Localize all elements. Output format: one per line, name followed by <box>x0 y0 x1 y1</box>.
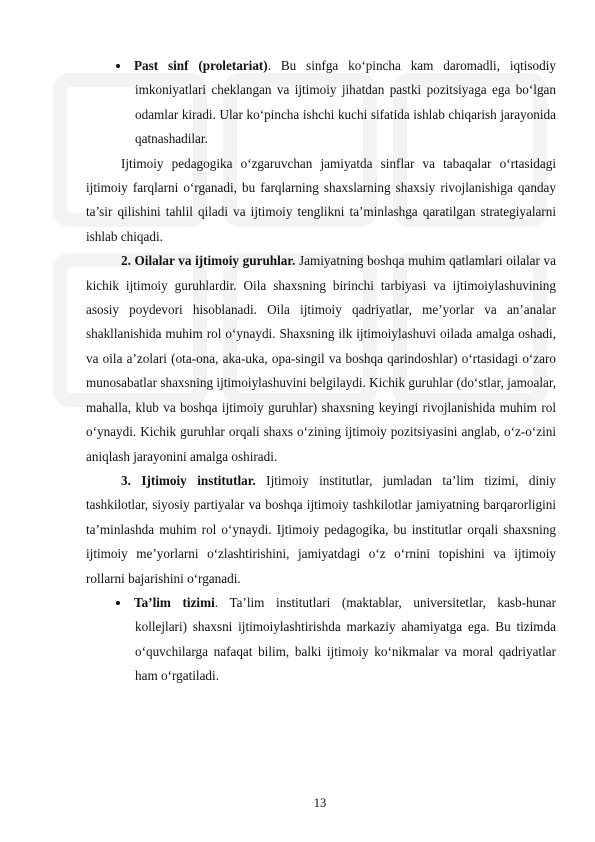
paragraph-past-sinf <box>86 54 556 152</box>
paragraph-text: Jamiyatning boshqa muhim qatlamlari oilalar va kichik ijtimoiy guruhlardir. Oila shaxsning birinchi tarbiyasi va ijtimoiylashuvining asosiy poydevori hisoblanadi. Oila ijtimoiy qadriyatlar, me’yorlar va an’analar shakllanishida muhim rol o‘ynaydi. Shaxsning ilk ijtimoiylashuvi oilada amalga oshadi, va oila a’zolari (ota-ona, aka-uka, opa-singil va boshqa qarindoshlar) o‘rtasidagi o‘zaro munosabatlar shaxsning ijtimoiylashuvini belgilaydi. Kichik guruhlar (do‘stlar, jamoalar, mahalla, klub va boshqa ijtimoiy guruhlar) shaxsning keyingi rivojlanishida muhim rol o‘ynaydi. Kichik guruhlar orqali shaxs o‘zining ijtimoiy pozitsiyasini anglab, o‘z-o‘zini aniqlash jarayonini amalga oshiradi. <box>86 253 556 464</box>
paragraph-institutlar <box>86 469 556 591</box>
bullet-icon <box>116 64 120 68</box>
document-body <box>86 54 556 689</box>
paragraph-talim-tizimi <box>86 591 556 689</box>
page-number: 13 <box>313 796 327 810</box>
paragraph-text: . Bu sinfga ko‘pincha kam daromadli, iqtisodiy imkoniyatlari cheklangan va ijtimoiy jihatdan pastki pozitsiyaga ega bo‘lgan odamlar kiradi. Ular ko‘pincha ishchi kuchi sifatida ishlab chiqarish jarayonida qatnashadilar. <box>135 58 556 147</box>
paragraph-text: Ijtimoiy pedagogika o‘zgaruvchan jamiyatda sinflar va tabaqalar o‘rtasidagi ijtimoiy farqlarni o‘rganadi, bu farqlarning shaxslarning shaxsiy rivojlanishiga qanday ta’sir qilishini tahlil qiladi va ijtimoiy tenglikni ta’minlashga qaratilgan strategiyalarni ishlab chiqadi. <box>86 155 556 244</box>
paragraph-text: Ijtimoiy institutlar, jumladan ta’lim tizimi, diniy tashkilotlar, siyosiy partiyalar va boshqa ijtimoiy tashkilotlar jamiyatning barqarorligini ta’minlashda muhim rol o‘ynaydi. Ijtimoiy pedagogika, bu institutlar orqali shaxsning ijtimoiy me’yorlarni o‘zlashtirishini, jamiyatdagi o‘z o‘rnini topishini va ijtimoiy rollarni bajarishini o‘rganadi. <box>86 472 556 586</box>
paragraph-ijtimoiy-pedagogika <box>86 152 556 250</box>
paragraph-text: . Ta’lim institutlari (maktablar, universitetlar, kasb-hunar kollejlari) shaxsni ijtimoiylashtirishda markaziy ahamiyatga ega. Bu tizimda o‘quvchilarga nafaqat bilim, balki ijtimoiy ko‘nikmalar va moral qadriyatlar ham o‘rgatiladi. <box>135 594 556 684</box>
paragraph-oilalar <box>86 249 556 469</box>
paragraph-heading: 3. Ijtimoiy institutlar. <box>121 472 256 488</box>
bullet-icon <box>116 601 120 605</box>
paragraph-heading: Ta’lim tizimi <box>134 594 215 610</box>
paragraph-heading: 2. Oilalar va ijtimoiy guruhlar. <box>121 253 296 269</box>
paragraph-heading: Past sinf (proletariat) <box>134 58 268 73</box>
